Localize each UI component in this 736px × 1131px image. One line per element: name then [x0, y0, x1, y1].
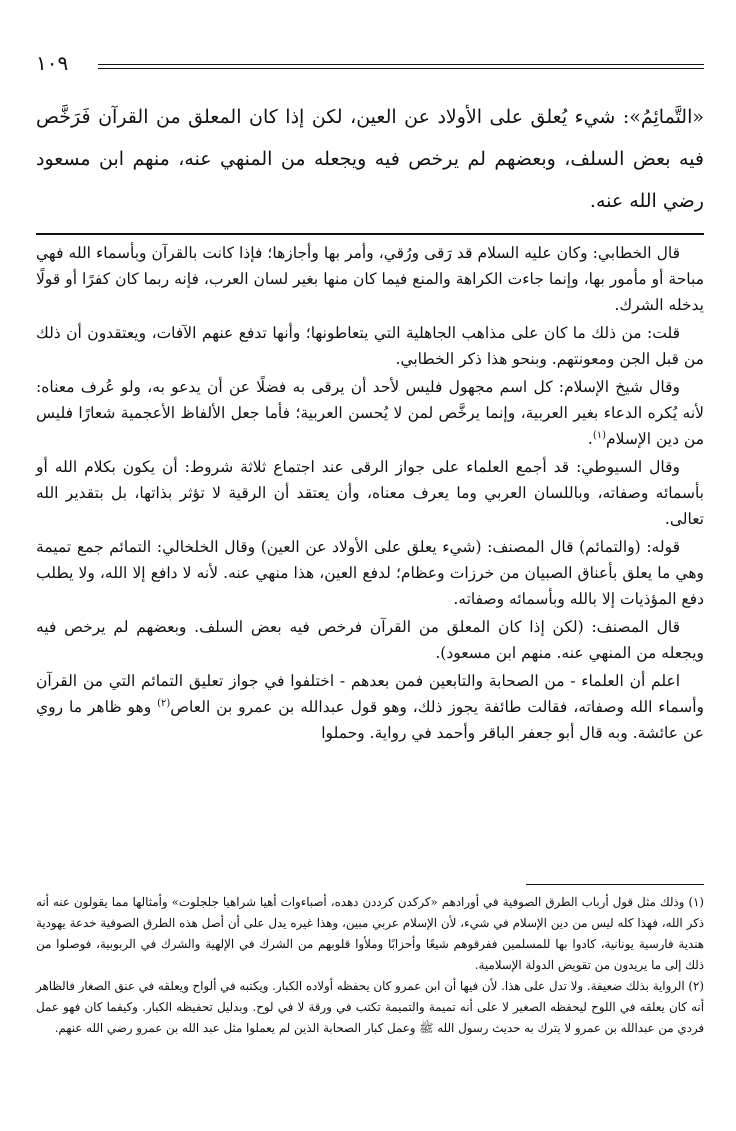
commentary-paragraph: قال المصنف: (لكن إذا كان المعلق من القرآن فرخص فيه بعض السلف. وبعضهم لم يرخص فيه ويجعله من المنهي عنه. منهم ابن مسعود). [36, 618, 704, 662]
page-number: ١٠٩ [36, 51, 69, 75]
commentary-paragraph: قال الخطابي: وكان عليه السلام قد رَقى ورُقي، وأمر بها وأجازها؛ فإذا كانت بالقرآن وبأسماء الله فهي مباحة أو مأمور بها، وإنما جاءت الكراهة والمنع فيما كان منها بغير لسان العرب، فإنه ربما كان كفرًا أو قولًا يدخله الشرك. [36, 244, 704, 314]
main-text-paragraph: «التَّمائِمُ»: شيء يُعلق على الأولاد عن العين، لكن إذا كان المعلق من القرآن فَرَخَّص فيه بعض السلف، وبعضهم لم يرخص فيه ويجعله من المنهي عنه، منهم ابن مسعود رضي الله عنه. [36, 106, 704, 212]
footnote-2: (٢) الرواية بذلك ضعيفة. ولا تدل على هذا. لأن فيها أن ابن عمرو كان يحفظه أولاده الكبار. ويكتبه في ألواح ويعلقه في عنق الصغار فالظاهر أنه كان يعلقه في اللوح ليحفظه الصغير لا على أنه تميمة والتميمة تكتب في ورقة لا في لوح. وبدليل تحفيظه الكبار. وكيفما كان فهو عمل فردي من عبدالله بن عمرو لا يترك به حديث رسول الله ﷺ وعمل كبار الصحابة الذين لم يعملوا مثل عبد الله بن عمرو رضي الله عنهم. [36, 979, 704, 1035]
footnote-marker[interactable]: (١) [592, 429, 607, 441]
commentary-paragraph [36, 668, 704, 746]
footnote-1: (١) وذلك مثل قول أرباب الطرق الصوفية في أورادهم «كركدن كرددن دهده، أصباءوات أهيا شراهيا جلجلوت» وأمثالها مما يقولون عنه أنه ذكر الله، فهذا كله ليس من دين الإسلام في شيء، لأن الإسلام عربي مبين، وهذا غيره يدل على أن أصل هذه الطرق الصوفية خدعة يهودية هندية فارسية يونانية، كادوا بها للمسلمين ففرقوهم شيعًا وأحزابًا وملأوا قلوبهم من الشرك في الإلهية والشرك في الربوبية، فوصلوا من ذلك إلى ما يريدون من تقويض الدولة الإسلامية. [36, 895, 704, 972]
commentary-paragraph: وقال شيخ الإسلام: كل اسم مجهول فليس لأحد أن يرقى به فضلًا عن أن يدعو به، ولو عُرف معناه: لأنه يُكره الدعاء بغير العربية، وإنما يرخَّص لمن لا يُحسن العربية؛ فأما جعل الألفاظ الأعجمية شعارًا فليس من دين الإسلام$^{(١)}$. [36, 378, 704, 448]
footnote-divider [526, 884, 704, 885]
footnote-marker[interactable]: (٢) [157, 697, 171, 709]
section-divider [36, 233, 704, 235]
footnotes [36, 892, 704, 1039]
header-double-rule [98, 64, 704, 69]
commentary [36, 240, 704, 748]
commentary-text: اعلم أن العلماء - من الصحابة والتابعين فمن بعدهم - اختلفوا في جواز تعليق التمائم التي من القرآن وأسماء الله وصفاته، فقالت طائفة يجوز ذلك، وهو قول عبدالله بن عمرو بن العاص [36, 672, 704, 716]
page-header [36, 51, 704, 78]
commentary-paragraph: قوله: (والتمائم) قال المصنف: (شيء يعلق على الأولاد عن العين) وقال الخلخالي: التمائم جمع تميمة وهي ما يعلق بأعناق الصبيان من خرزات وعظام؛ لدفع العين، هذا منهي عنه. لأنه لا دافع إلا الله، ولا يطلب دفع المؤذيات إلا بالله وبأسمائه وصفاته. [36, 538, 704, 608]
commentary-paragraph: وقال السيوطي: قد أجمع العلماء على جواز الرقى عند اجتماع ثلاثة شروط: أن يكون بكلام الله أو بأسمائه وصفاته، وباللسان العربي وما يعرف معناه، وأن يعتقد أن الرقية لا تؤثر بذاتها، بل بتقدير الله تعالى. [36, 458, 704, 528]
commentary-paragraph: قلت: من ذلك ما كان على مذاهب الجاهلية التي يتعاطونها؛ وأنها تدفع عنهم الآفات، ويعتقدون أن ذلك من قبل الجن ومعونتهم. وبنحو هذا ذكر الخطابي. [36, 324, 704, 368]
commentary-text: وهو ظاهر ما روي عن عائشة. وبه قال أبو جعفر الباقر وأحمد في رواية. وحملوا [36, 698, 704, 742]
commentary-text: وقال شيخ الإسلام: كل اسم مجهول فليس لأحد أن يرقى به فضلًا عن أن يدعو به، ولو عُرف معناه: لأنه يُكره الدعاء بغير العربية، وإنما يرخَّص لمن لا يُحسن العربية؛ فأما جعل الألفاظ الأعجمية شعارًا فليس من دين الإسلام [36, 378, 704, 448]
main-text [36, 96, 704, 222]
